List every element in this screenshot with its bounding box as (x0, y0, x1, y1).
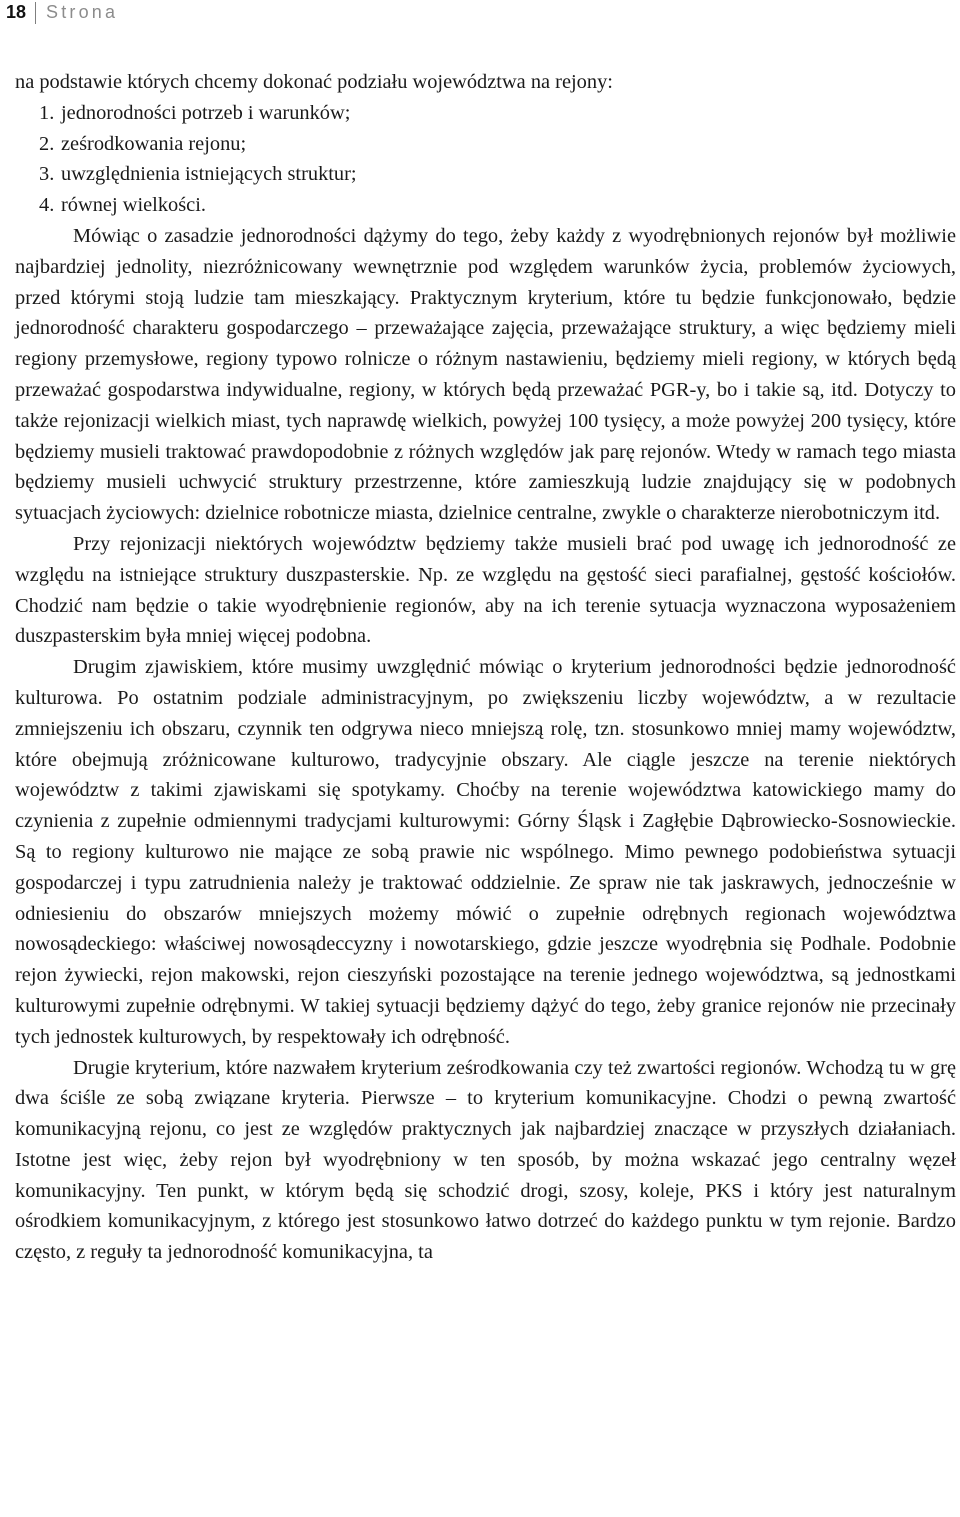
list-item (15, 159, 956, 190)
list-item-number: 3. (39, 163, 55, 186)
list-item-number: 2. (39, 132, 55, 155)
list-item (15, 190, 956, 221)
intro-line: na podstawie których chcemy dokonać podziału województwa na rejony: (15, 71, 613, 93)
header-divider (35, 2, 36, 24)
paragraph-pastoral-structures: Przy rejonizacji niektórych województw będziemy także musieli brać pod uwagę ich jednorodność ze względu na istniejące struktury duszpasterskie. Np. ze względu na gęstość sieci parafialnej, gęstość kościołów. Chodzić nam będzie o takie wyodrębnienie regionów, aby na ich terenie sytuacja wyznaczona wyposażeniem duszpasterskim była mniej więcej podobna. (15, 532, 956, 648)
list-item (15, 98, 956, 129)
document-body (15, 67, 956, 1268)
list-item (15, 129, 956, 160)
paragraph-homogeneity: Mówiąc o zasadzie jednorodności dążymy do tego, żeby każdy z wyodrębnionych rejonów był możliwie najbardziej jednolity, niezróżnicowany wewnętrznie pod względem warunków życia, problemów życiowych, przed którymi stoją ludzie tam mieszkający. Praktycznym kryterium, które tu będzie funkcjonowało, będzie jednorodność charakteru gospodarczego – przeważające zajęcia, przeważające struktury, a więc będziemy mieli regiony przemysłowe, regiony typowo rolnicze o różnym nastawieniu, będziemy mieli regiony, w których będą przeważać gospodarstwa indywidualne, regiony, w których będą przeważać PGR-y, bo i takie są, itd. Dotyczy to także rejonizacji wielkich miast, tych naprawdę wielkich, powyżej 100 tysięcy, a może powyżej 200 tysięcy, które będziemy musieli traktować prawdopodobnie z różnych względów jak parę rejonów. Wtedy w ramach tego miasta będziemy musieli uchwycić struktury przestrzenne, które zamieszkują ludzie znajdujący się w podobnych sytuacjach życiowych: dzielnice robotnicze miasta, dzielnice centralne, zwykle o charakterze nierobotniczym itd. (15, 224, 956, 525)
list-item-text: jednorodności potrzeb i warunków; (61, 101, 351, 124)
list-item-number: 1. (39, 101, 55, 124)
list-item-text: równej wielkości. (61, 194, 206, 217)
page-label: Strona (46, 2, 119, 22)
page-number: 18 (6, 2, 27, 22)
paragraph-cultural-homogeneity: Drugim zjawiskiem, które musimy uwzględnić mówiąc o kryterium jednorodności będzie jednorodność kulturowa. Po ostatnim podziale administracyjnym, po zwiększeniu liczby województw, a w rezultacie zmniejszeniu ich obszaru, czynnik ten odgrywa nieco mniejszą rolę, tzn. stosunkowo mniej mamy województw, które obejmują zróżnicowane kulturowo, tradycyjnie obszary. Ale ciągle jeszcze na terenie niektórych województw z takimi zjawiskami się spotykamy. Choćby na terenie województwa katowickiego mamy do czynienia z zupełnie odmiennymi tradycjami kulturowymi: Górny Śląsk i Zagłębie Dąbrowiecko-Sosnowieckie. Są to regiony kulturowo nie mające ze sobą prawie nic wspólnego. Mimo pewnego podobieństwa sytuacji gospodarczej i typu zatrudnienia należy je traktować oddzielnie. Ze spraw nie tak jaskrawych, jednocześnie w odniesieniu do obszarów mniejszych możemy mówić o zupełnie odrębnych regionach województwa nowosądeckiego: właściwej nowosądeccyzny i nowotarskiego, gdzie jeszcze wyodrębnia się Podhale. Podobnie rejon żywiecki, rejon makowski, rejon cieszyński pozostające na terenie jednego województwa, są jednostkami kulturowymi zupełnie odrębnymi. W takiej sytuacji będziemy dążyć do tego, żeby granice rejonów nie przecinały tych jednostek kulturowych, by respektowały ich odrębność. (15, 656, 956, 1048)
page-header (0, 0, 960, 24)
list-item-text: uwzględnienia istniejących struktur; (61, 163, 357, 186)
criteria-list (15, 98, 956, 221)
paragraph-centralization: Drugie kryterium, które nazwałem kryterium ześrodkowania czy też zwartości regionów. Wchodzą tu w grę dwa ściśle ze sobą związane kryteria. Pierwsze – to kryterium komunikacyjne. Chodzi o pewną zwartość komunikacyjną rejonu, co jest ze względów praktycznych jak najbardziej znaczące w przyszłych działaniach. Istotne jest więc, żeby rejon był wyodrębniony w ten sposób, by można wskazać jego centralny węzeł komunikacyjny. Ten punkt, w którym będą się schodzić drogi, szosy, koleje, PKS i który jest naturalnym ośrodkiem komunikacyjnym, z którego jest stosunkowo łatwo dotrzeć do każdego punktu w tym rejonie. Bardzo często, z reguły ta jednorodność komunikacyjna, ta (15, 1056, 956, 1264)
list-item-number: 4. (39, 194, 55, 217)
list-item-text: ześrodkowania rejonu; (61, 132, 247, 155)
